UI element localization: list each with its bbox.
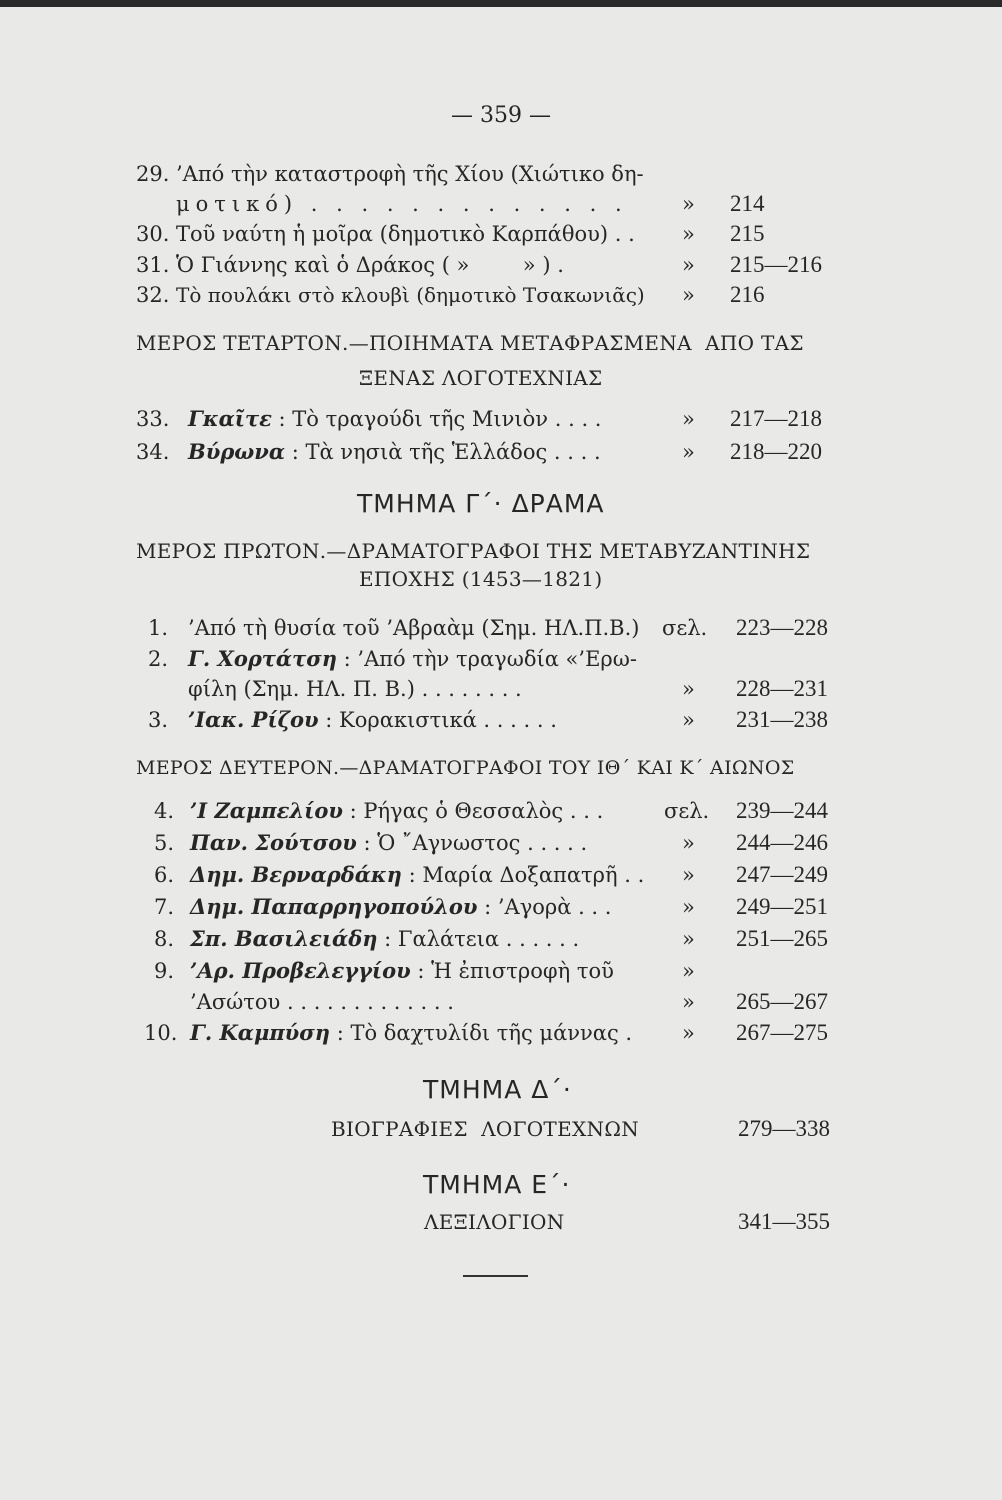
ditto-mark: » <box>682 959 695 983</box>
part-heading-first: ΜΕΡΟΣ ΠΡΩΤΟΝ.—ΔΡΑΜΑΤΟΓΡΑΦΟΙ ΤΗΣ ΜΕΤΑΒΥΖΑΝΤΙΝΗΣ <box>136 539 811 563</box>
entry-author: ’Ιακ. Ρίζου <box>188 707 319 732</box>
entry-title: Τὸ πουλάκι στὸ κλουβὶ (δημοτικὸ Τσακωνιᾶς) <box>176 283 645 307</box>
entry-title: ’Από τὴ θυσία τοῦ ’Αβραὰμ (Σημ. ΗΛ.Π.Β.) <box>188 616 640 640</box>
entry-work: : Ὁ ῎Αγνωστος . . . . . <box>356 831 588 855</box>
ditto-mark: » <box>682 283 695 307</box>
ditto-mark: » <box>682 677 695 701</box>
entry-author: Γκαῖτε <box>188 406 272 431</box>
entry-pages: 341—355 <box>738 1209 830 1234</box>
glossary-label: ΛΕΞΙΛΟΓΙΟΝ <box>424 1210 565 1234</box>
entry-author: Γ. Χορτάτση <box>188 646 337 671</box>
entry-title <box>190 923 579 955</box>
entry-title <box>188 436 601 468</box>
toc-entry-31 <box>0 249 1002 281</box>
ditto-mark: » <box>682 253 695 277</box>
entry-work: : Τὸ δαχτυλίδι τῆς μάννας . <box>330 1021 633 1045</box>
toc-entry-29 <box>0 158 1002 190</box>
toc-entry-3 <box>0 704 1002 736</box>
entry-work: : Ρήγας ὁ Θεσσαλὸς . . . <box>342 799 604 823</box>
entry-number: 6. <box>154 863 175 887</box>
entry-author: Σπ. Βασιλειάδη <box>190 926 378 951</box>
toc-entry-2 <box>0 643 1002 675</box>
entry-number: 5. <box>154 831 175 855</box>
entry-pages: 217—218 <box>730 406 822 431</box>
entry-title-cont: μοτικό) . . . . . . . . . . . . . <box>176 192 628 216</box>
part-heading-first-cont: ΕΠΟΧΗΣ (1453—1821) <box>359 567 603 591</box>
entry-title <box>190 955 614 987</box>
entry-number: 32. <box>136 283 170 307</box>
entry-number: 8. <box>154 927 175 951</box>
entry-author: Γ. Καμπύση <box>190 1020 331 1045</box>
ditto-mark: » <box>682 708 695 732</box>
section-heading-e: ΤΜΗΜΑ Ε΄· <box>423 1170 571 1199</box>
section-heading-g: ΤΜΗΜΑ Γ΄· ΔΡΑΜΑ <box>357 489 605 518</box>
entry-title-cont: φίλη (Σημ. ΗΛ. Π. Β.) . . . . . . . . <box>188 677 522 701</box>
ditto-mark: » <box>682 831 695 855</box>
part-heading-second: ΜΕΡΟΣ ΔΕΥΤΕΡΟΝ.—ΔΡΑΜΑΤΟΓΡΑΦΟΙ ΤΟΥ ΙΘ΄ ΚΑΙ Κ΄ ΑΙΩΝΟΣ <box>136 757 795 779</box>
entry-title <box>190 795 603 827</box>
entry-pages: 267—275 <box>736 1020 828 1045</box>
ditto-mark: » <box>682 895 695 919</box>
toc-glossary <box>0 1206 1002 1238</box>
entry-pages: 251—265 <box>736 926 828 951</box>
ditto-mark: » <box>682 1021 695 1045</box>
entry-author: Δημ. Βερναρδάκη <box>190 862 402 887</box>
entry-title <box>190 827 587 859</box>
entry-title: Ὁ Γιάννης καὶ ὁ Δράκος ( » » ) . <box>176 253 564 277</box>
ditto-mark: » <box>682 407 695 431</box>
entry-title: ’Από τὴν καταστροφὴ τῆς Χίου (Χιώτικο δη- <box>176 162 644 186</box>
toc-entry-7 <box>0 891 1002 923</box>
entry-number: 34. <box>136 440 170 464</box>
entry-title: Τοῦ ναύτη ἡ μοῖρα (δημοτικὸ Καρπάθου) . . <box>176 222 635 246</box>
toc-biographies <box>0 1113 1002 1145</box>
entry-number: 33. <box>136 407 170 431</box>
entry-author: Δημ. Παπαρρηγοπούλου <box>190 894 478 919</box>
page-number: — 359 — <box>451 103 551 128</box>
entry-pages: 239—244 <box>736 798 828 823</box>
entry-work: : Μαρία Δοξαπατρῆ . . <box>401 863 645 887</box>
ditto-mark: » <box>682 222 695 246</box>
entry-pages: 247—249 <box>736 862 828 887</box>
entry-number: 31. <box>136 253 170 277</box>
entry-author: ’Ι Ζαμπελίου <box>190 798 343 823</box>
ditto-mark: » <box>682 192 695 216</box>
toc-entry-8 <box>0 923 1002 955</box>
entry-number: 29. <box>136 162 170 186</box>
entry-work: : ’Από τὴν τραγωδία «’Ερω- <box>336 647 637 671</box>
entry-title <box>188 643 637 675</box>
entry-number: 30. <box>136 222 170 246</box>
toc-entry-9-cont <box>0 986 1002 1018</box>
entry-title <box>188 704 557 736</box>
entry-pages: 244—246 <box>736 830 828 855</box>
entry-pages: 249—251 <box>736 894 828 919</box>
entry-pages: 265—267 <box>736 989 828 1014</box>
ditto-mark: » <box>682 990 695 1014</box>
toc-entry-30 <box>0 218 1002 250</box>
toc-entry-1 <box>0 612 1002 644</box>
page-abbrev: σελ. <box>662 616 708 640</box>
entry-number: 10. <box>144 1021 178 1045</box>
entry-number: 3. <box>148 708 169 732</box>
ditto-mark: » <box>682 440 695 464</box>
toc-entry-32 <box>0 279 1002 311</box>
entry-author: Βύρωνα <box>188 439 286 464</box>
toc-entry-2-cont <box>0 673 1002 705</box>
ditto-mark: » <box>682 863 695 887</box>
section-heading-d: ΤΜΗΜΑ Δ΄· <box>423 1075 572 1104</box>
entry-work: : ’Αγορὰ . . . <box>477 895 612 919</box>
toc-entry-5 <box>0 827 1002 859</box>
entry-number: 9. <box>154 959 175 983</box>
entry-number: 7. <box>154 895 175 919</box>
toc-entry-9 <box>0 955 1002 987</box>
entry-work: : Τὸ τραγούδι τῆς Μινιὸν . . . . <box>271 407 602 431</box>
entry-pages: 231—238 <box>736 707 828 732</box>
entry-pages: 218—220 <box>730 439 822 464</box>
entry-title <box>190 891 611 923</box>
entry-pages: 216 <box>730 282 765 307</box>
part-heading-fourth: ΜΕΡΟΣ ΤΕΤΑΡΤΟΝ.—ΠΟΙΗΜΑΤΑ ΜΕΤΑΦΡΑΣΜΕΝΑ ΑΠΟ ΤΑΣ <box>136 331 804 355</box>
entry-work: : Τὰ νησιὰ τῆς Ἑλλάδος . . . . <box>285 440 601 464</box>
toc-entry-29-cont <box>0 188 1002 220</box>
entry-number: 1. <box>148 616 169 640</box>
entry-title-cont: ’Ασώτου . . . . . . . . . . . . . <box>190 990 454 1014</box>
end-rule <box>463 1275 528 1277</box>
entry-author: Παν. Σούτσου <box>190 830 357 855</box>
biographies-label: ΒΙΟΓΡΑΦΙΕΣ ΛΟΓΟΤΕΧΝΩΝ <box>331 1117 639 1141</box>
page-abbrev: σελ. <box>664 799 710 823</box>
entry-title <box>188 403 601 435</box>
toc-entry-34 <box>0 436 1002 468</box>
entry-number: 2. <box>148 647 169 671</box>
toc-entry-10 <box>0 1017 1002 1049</box>
part-heading-fourth-cont: ΞΕΝΑΣ ΛΟΓΟΤΕΧΝΙΑΣ <box>359 366 603 390</box>
toc-entry-4 <box>0 795 1002 827</box>
entry-work: : Γαλάτεια . . . . . . <box>377 927 580 951</box>
entry-work: : Κορακιστικά . . . . . . <box>318 708 557 732</box>
ditto-mark: » <box>682 927 695 951</box>
entry-title <box>190 859 644 891</box>
entry-author: ’Αρ. Προβελεγγίου <box>190 958 411 983</box>
entry-pages: 215—216 <box>730 252 822 277</box>
entry-pages: 223—228 <box>736 615 828 640</box>
entry-pages: 215 <box>730 221 765 246</box>
toc-entry-33 <box>0 403 1002 435</box>
entry-pages: 214 <box>730 191 765 216</box>
entry-pages: 228—231 <box>736 676 828 701</box>
entry-pages: 279—338 <box>738 1116 830 1141</box>
entry-number: 4. <box>154 799 175 823</box>
toc-entry-6 <box>0 859 1002 891</box>
entry-title <box>190 1017 632 1049</box>
entry-work: : Ἡ ἐπιστροφὴ τοῦ <box>410 959 614 983</box>
